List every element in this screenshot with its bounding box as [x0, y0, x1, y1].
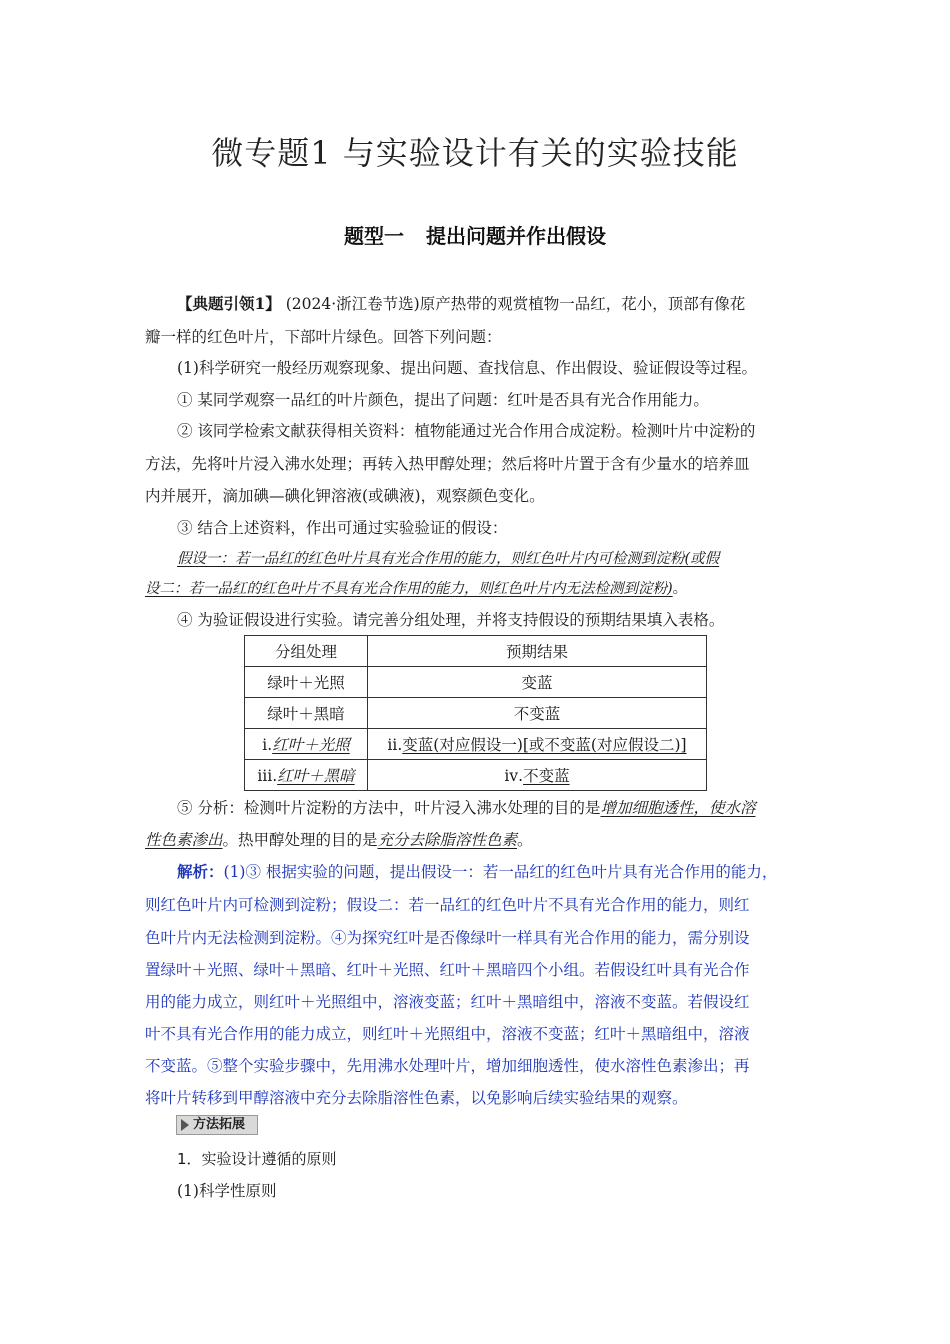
- table-answer: 红叶＋光照: [272, 736, 350, 754]
- analysis-question-text: ⑤ 分析：检测叶片淀粉的方法中，叶片浸入沸水处理的目的是: [177, 799, 601, 817]
- intro-line-1: [177, 293, 810, 315]
- answer-boiling-purpose-end: 性色素渗出: [145, 831, 223, 849]
- answer-methanol-purpose: 充分去除脂溶性色素: [377, 831, 518, 849]
- table-cell: 绿叶＋黑暗: [245, 698, 368, 729]
- example-label: 【典题引领1】: [177, 294, 281, 313]
- question-1-step-2-cont: 方法，先将叶片浸入沸水处理；再转入热甲醇处理；然后将叶片置于含有少量水的培养皿: [145, 455, 750, 473]
- table-answer: 变蓝(对应假设一)[或不变蓝(对应假设二)]: [402, 736, 687, 754]
- hypothesis-text-2: 设二：若一品红的红色叶片不具有光合作用的能力，则红色叶片内无法检测到淀粉): [145, 581, 673, 597]
- table-header-cell: 预期结果: [368, 636, 707, 667]
- table-answer: 不变蓝: [523, 767, 570, 785]
- principle-subheading: (1)科学性原则: [177, 1182, 277, 1200]
- analysis-question-end: 。: [517, 831, 533, 849]
- table-cell: 不变蓝: [368, 698, 707, 729]
- analysis-line-7: 不变蓝。⑤整个实验步骤中，先用沸水处理叶片，增加细胞透性，使水溶性色素渗出；再: [145, 1057, 750, 1075]
- table-cell: [368, 760, 707, 791]
- hypothesis-text-1: 假设一：若一品红的红色叶片具有光合作用的能力，则红色叶片内可检测到淀粉(或假: [177, 551, 720, 567]
- hypothesis-answer-1: [177, 548, 810, 570]
- subtitle-topic: 提出问题并作出假设: [426, 224, 606, 248]
- table-header-cell: 分组处理: [245, 636, 368, 667]
- question-1-step-3: ③ 结合上述资料，作出可通过实验验证的假设：: [177, 519, 508, 537]
- method-extension-label: 方法拓展: [193, 1117, 246, 1132]
- table-row: [245, 667, 707, 698]
- table-cell: [245, 729, 368, 760]
- analysis-line-3: 色叶片内无法检测到淀粉。④为探究红叶是否像绿叶一样具有光合作用的能力，需分别设: [145, 929, 750, 947]
- subtitle-type: 题型一: [344, 224, 404, 248]
- question-1-step-5-cont: [145, 829, 810, 851]
- answer-boiling-purpose: 增加细胞透性，使水溶: [600, 799, 756, 817]
- page-title: 微专题1 与实验设计有关的实验技能: [211, 134, 739, 172]
- principle-heading: 1．实验设计遵循的原则: [177, 1150, 337, 1168]
- analysis-question-mid: 。热甲醇处理的目的是: [222, 831, 378, 849]
- hypothesis-period: 。: [672, 581, 688, 597]
- question-1-step-4: ④ 为验证假设进行实验。请完善分组处理，并将支持假设的预期结果填入表格。: [177, 611, 725, 629]
- table-cell: [245, 760, 368, 791]
- question-1-step-1: ① 某同学观察一品红的叶片颜色，提出了问题：红叶是否具有光合作用能力。: [177, 391, 709, 409]
- table-header-row: [245, 636, 707, 667]
- analysis-line-1: [177, 861, 810, 883]
- analysis-text: (1)③ 根据实验的问题，提出假设一：若一品红的红色叶片具有光合作用的能力，: [223, 863, 778, 881]
- analysis-line-8: 将叶片转移到甲醇溶液中充分去除脂溶性色素，以免影响后续实验结果的观察。: [145, 1089, 688, 1107]
- intro-text: (2024·浙江卷节选)原产热带的观赏植物一品红，花小，顶部有像花: [280, 295, 746, 313]
- table-row: [245, 698, 707, 729]
- analysis-line-2: 则红色叶片内可检测到淀粉；假设二：若一品红的红色叶片不具有光合作用的能力，则红: [145, 896, 750, 914]
- intro-line-2: 瓣一样的红色叶片，下部叶片绿色。回答下列问题：: [145, 328, 502, 346]
- question-1-step-2: ② 该同学检索文献获得相关资料：植物能通过光合作用合成淀粉。检测叶片中淀粉的: [177, 422, 756, 440]
- roman-index: ⅳ.: [504, 767, 524, 785]
- table-answer: 红叶＋黑暗: [277, 767, 355, 785]
- analysis-line-4: 置绿叶＋光照、绿叶＋黑暗、红叶＋光照、红叶＋黑暗四个小组。若假设红叶具有光合作: [145, 961, 750, 979]
- question-1-step-2-end: 内并展开，滴加碘—碘化钾溶液(或碘液)，观察颜色变化。: [145, 487, 545, 505]
- roman-index: ⅲ.: [257, 767, 278, 785]
- roman-index: ⅱ.: [387, 736, 403, 754]
- analysis-line-5: 用的能力成立，则红叶＋光照组中，溶液变蓝；红叶＋黑暗组中，溶液不变蓝。若假设红: [145, 993, 750, 1011]
- arrow-icon: [181, 1119, 189, 1131]
- hypothesis-answer-2: [145, 578, 810, 600]
- analysis-line-6: 叶不具有光合作用的能力成立，则红叶＋光照组中，溶液不变蓝；红叶＋黑暗组中，溶液: [145, 1025, 750, 1043]
- result-table: [244, 635, 707, 791]
- section-subtitle: [0, 220, 950, 249]
- table-cell: 绿叶＋光照: [245, 667, 368, 698]
- table-cell: [368, 729, 707, 760]
- question-1: (1)科学研究一般经历观察现象、提出问题、查找信息、作出假设、验证假设等过程。: [177, 359, 757, 377]
- question-1-step-5: [177, 797, 810, 819]
- roman-index: ⅰ.: [262, 736, 273, 754]
- table-row: [245, 729, 707, 760]
- analysis-label: 解析：: [177, 862, 224, 881]
- method-extension-tag: [176, 1115, 258, 1135]
- table-row: [245, 760, 707, 791]
- table-cell: 变蓝: [368, 667, 707, 698]
